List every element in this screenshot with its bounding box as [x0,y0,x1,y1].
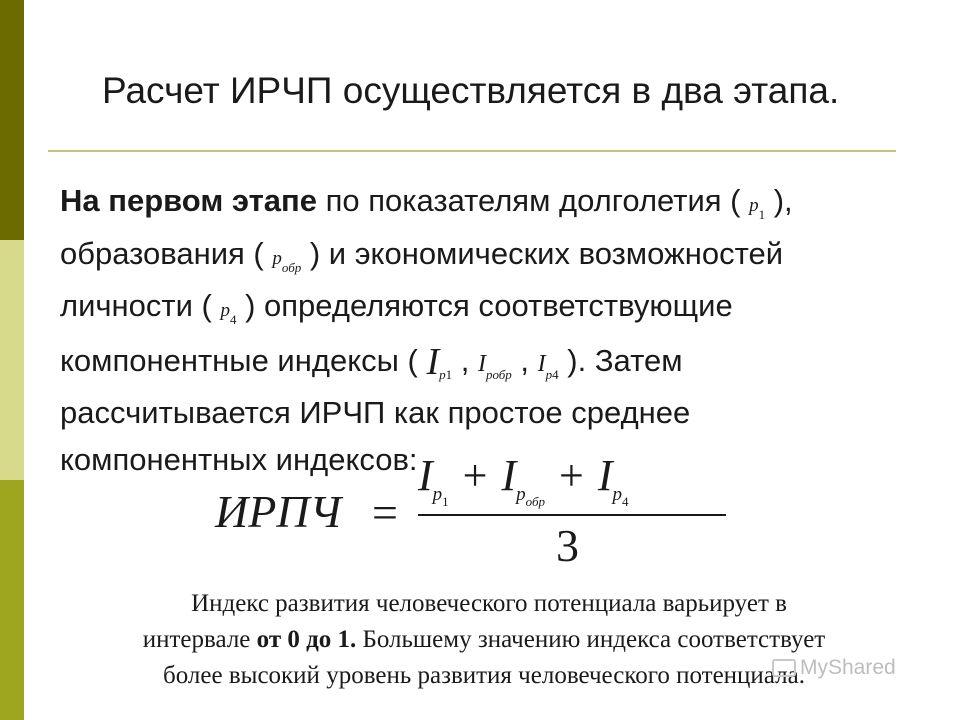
main-paragraph [60,178,910,483]
title-divider [48,150,896,152]
note-line-3: более высокий уровень развития человеческого потенциала. [163,662,805,689]
sym-p: p [545,366,553,382]
sym-p: p [220,300,230,321]
side-bar-top [0,0,24,240]
formula-denominator: 3 [556,520,579,571]
symbol-p1 [749,195,766,222]
sym-I: I [426,340,440,383]
sym-I: I [477,350,486,377]
sym-p: p [439,366,446,382]
symbol-I-p1 [426,340,453,383]
watermark-text: MyShared [800,656,896,679]
para-text: личности ( [60,288,221,323]
note-line-1: Индекс развития человеческого потенциала варьирует в [191,590,787,617]
num-I: I [418,451,433,500]
side-bar-bottom [0,480,24,720]
sym-p: p [272,247,282,269]
num-p: p [432,484,443,505]
para-text: ) определяются соответствующие [236,288,733,323]
para-text: компонентные индексы ( [60,342,427,378]
sym-sub: обр [492,366,512,382]
para-text: , [511,342,538,378]
note-text: интервале [142,626,257,653]
num-plus: + [559,451,584,500]
para-line-2 [60,231,910,284]
sym-I: I [537,350,546,377]
num-sub: 1 [442,494,449,509]
para-line-6: компонентных индексов: [60,441,418,477]
num-sub: обр [525,494,546,509]
num-plus: + [462,451,488,500]
num-I: I [597,451,613,500]
para-bold-phrase: На первом этапе [60,183,317,218]
fraction-bar [418,514,726,516]
formula-lhs: ИРПЧ [215,486,342,537]
symbol-p4 [220,300,237,327]
side-bar-middle [0,240,24,480]
formula-equals: = [372,487,398,538]
para-line-1 [60,178,910,231]
sym-sub: 4 [552,366,559,382]
note-text: Большему значению индекса соответствует [356,626,826,653]
para-line-3 [60,283,910,336]
slideshow-icon [772,659,796,677]
num-p: p [516,484,526,505]
para-text: по показателям долголетия ( [316,183,750,218]
num-I: I [501,451,517,500]
para-text: ) и экономических возможностей [301,235,784,271]
para-line-5: рассчитывается ИРЧП как простое среднее [60,395,691,430]
para-text: ), [765,183,793,218]
sym-sub: 1 [758,207,766,222]
watermark [772,656,922,686]
sym-sub: 4 [229,312,237,327]
note-line-2 [40,622,928,658]
num-sub: 4 [622,494,629,509]
para-text: , [452,342,478,378]
sym-sub: обр [281,259,302,275]
note-bold-range: от 0 до 1. [256,626,357,653]
para-text: образования ( [60,235,273,271]
num-p: p [612,484,622,505]
para-line-4 [60,336,910,391]
sym-sub: 1 [445,366,453,382]
symbol-I-p-obr [477,343,512,382]
symbol-I-p4 [537,343,559,382]
slide-title: Расчет ИРЧП осуществляется в два этапа. [102,70,840,111]
sym-p: p [749,195,759,216]
side-decor-bar [0,0,24,720]
symbol-p-obr [272,247,302,275]
para-text: ). Затем [558,342,683,378]
sym-p: p [485,366,493,382]
